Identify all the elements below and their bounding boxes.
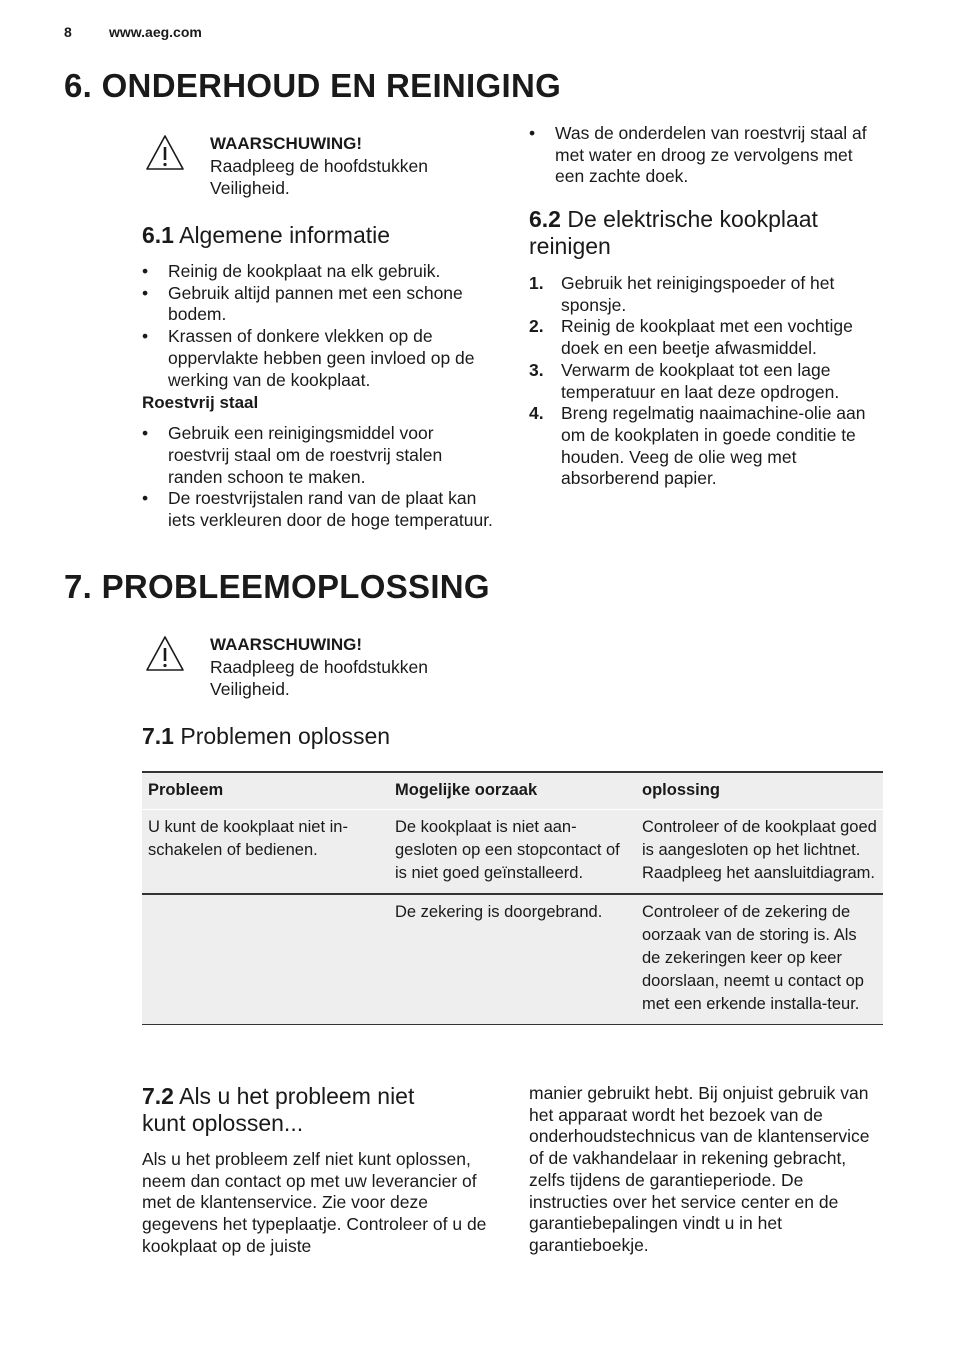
- section-6-number: 6.: [64, 67, 93, 104]
- website-link[interactable]: www.aeg.com: [109, 24, 202, 40]
- step-text: Gebruik het reinigingspoeder of het sponsje.: [561, 273, 835, 315]
- cleaning-steps: [529, 273, 885, 490]
- column-header: Mogelijke oorzaak: [389, 772, 636, 810]
- stainless-steel-subheading: Roestvrij staal: [142, 393, 259, 413]
- subsection-title: Algemene informatie: [179, 222, 391, 248]
- warning-line: Veiligheid.: [210, 679, 290, 699]
- subsection-title: Problemen oplossen: [180, 723, 391, 749]
- section-7-number: 7.: [64, 568, 93, 605]
- subsection-number: 6.1: [142, 222, 174, 248]
- table-cell: De zekering is doorgebrand.: [389, 894, 636, 1025]
- column-header: oplossing: [636, 772, 883, 810]
- warning-title: WAARSCHUWING!: [210, 134, 363, 153]
- subsection-number: 7.1: [142, 723, 174, 749]
- support-paragraph-right: manier gebruikt hebt. Bij onjuist gebruik van het apparaat wordt het bezoek van de onderhoudstechnicus van de klantenservice of de vakhandelaar in rekening gebracht, zelfs tijdens de garantieperiode. De instructies over het service center en de garantiebepalingen vindt u in het garantieboekje.: [529, 1083, 870, 1255]
- table-cell: U kunt de kookplaat niet in-schakelen of bedienen.: [142, 810, 389, 895]
- step-text: Reinig de kookplaat met een vochtige doek en een beetje afwasmiddel.: [561, 316, 853, 359]
- subsection-title: De elektrische kookplaat: [567, 206, 818, 232]
- warning-box: [210, 634, 510, 700]
- list-item: • Krassen of donkere vlekken op de oppervlakte hebben geen invloed op de werking van de kookplaat.: [142, 326, 498, 391]
- subsection-number: 6.2: [529, 206, 561, 232]
- table-cell: Controleer of de kookplaat goed is aangesloten op het lichtnet. Raadpleeg het aansluitdiagram.: [636, 810, 883, 895]
- page-number: 8: [64, 24, 72, 40]
- warning-box: [210, 133, 510, 199]
- warning-title: WAARSCHUWING!: [210, 635, 363, 654]
- section-7-title: PROBLEEMOPLOSSING: [101, 568, 490, 605]
- right-column-bullet: [529, 123, 885, 188]
- list-item: • Gebruik een reinigingsmiddel voor roestvrij staal om de roestvrij stalen randen schoon te maken.: [142, 423, 498, 488]
- section-6-heading: [64, 69, 561, 102]
- list-item: • Was de onderdelen van roestvrij staal af met water en droog ze vervolgens met een zachte doek.: [529, 123, 885, 188]
- subsection-title: Als u het probleem niet: [179, 1083, 415, 1109]
- section-6-title: ONDERHOUD EN REINIGING: [101, 67, 562, 104]
- subsection-title-cont: reinigen: [529, 233, 611, 259]
- list-item: • Reinig de kookplaat na elk gebruik.: [142, 261, 498, 283]
- section-7-heading: [64, 570, 490, 603]
- general-info-content: [142, 261, 498, 532]
- table-row: [142, 894, 883, 1025]
- warning-triangle-icon: [144, 133, 186, 173]
- subsection-7-1-heading: [142, 723, 390, 750]
- warning-line: Raadpleeg de hoofdstukken: [210, 156, 428, 176]
- subsection-6-1-heading: [142, 222, 390, 249]
- table-header-row: [142, 772, 883, 810]
- subsection-7-2-heading: [142, 1083, 502, 1137]
- troubleshooting-table: [142, 771, 883, 1025]
- support-paragraph-left: Als u het probleem zelf niet kunt oplossen, neem dan contact op met uw leverancier of met de klantenservice. Zie voor deze gegevens het typeplaatje. Controleer of u de kookplaat op de juiste: [142, 1149, 487, 1256]
- table-cell: Controleer of de zekering de oorzaak van de storing is. Als de zekeringen keer op keer doorslaan, neemt u contact op met een erkende installa-teur.: [636, 894, 883, 1025]
- list-item: • De roestvrijstalen rand van de plaat kan iets verkleuren door de hoge temperatuur.: [142, 488, 498, 531]
- table-row: [142, 810, 883, 895]
- subsection-number: 7.2: [142, 1083, 174, 1109]
- list-item: [529, 360, 885, 403]
- list-item: [529, 403, 885, 490]
- step-number: 4.: [529, 403, 544, 424]
- cleaning-steps-list: [529, 273, 885, 490]
- table-cell: [142, 894, 389, 1025]
- list-item: [529, 273, 885, 316]
- list-item: • Gebruik altijd pannen met een schone bodem.: [142, 283, 498, 326]
- column-header: Probleem: [142, 772, 389, 810]
- subsection-title-cont: kunt oplossen...: [142, 1110, 304, 1136]
- warning-triangle-icon: [144, 634, 186, 674]
- step-text: Breng regelmatig naaimachine-olie aan om de kookplaten in goede conditie te houden. Veeg de olie weg met absorberend papier.: [561, 403, 866, 489]
- warning-line: Raadpleeg de hoofdstukken: [210, 657, 428, 677]
- subsection-6-2-heading: [529, 206, 889, 260]
- step-text: Verwarm de kookplaat tot een lage temperatuur en laat deze opdrogen.: [561, 359, 840, 402]
- stainless-steel-list: [142, 423, 498, 532]
- general-info-list: [142, 261, 498, 391]
- step-number: 2.: [529, 316, 544, 337]
- list-item: [529, 316, 885, 359]
- warning-line: Veiligheid.: [210, 178, 290, 198]
- step-number: 3.: [529, 359, 544, 380]
- step-number: 1.: [529, 273, 544, 293]
- table-cell: De kookplaat is niet aan-gesloten op een stopcontact of is niet goed geïnstalleerd.: [389, 810, 636, 895]
